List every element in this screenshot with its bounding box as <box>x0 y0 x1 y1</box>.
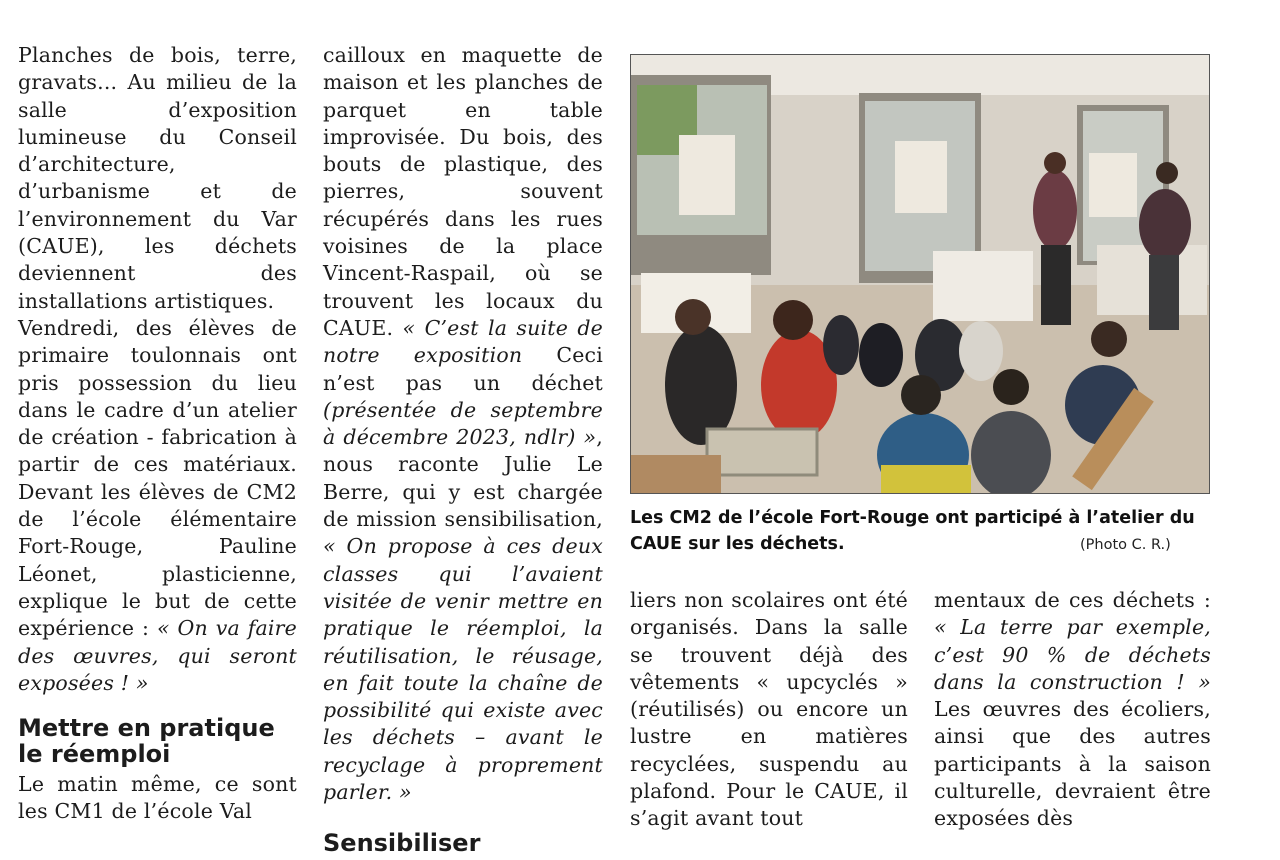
article-column-4 <box>934 587 1211 833</box>
quote-julie: « On propose à ces deux classes qui l’avaient visitée de venir mettre en pratique le réemploi, la réutilisation, le réusage, en fait toute la chaîne de possibilité qui existe avec les déchets – avant le recyclage à proprement parler. » <box>323 534 603 805</box>
article-column-2 <box>323 42 603 860</box>
photo-credit: (Photo C. R.) <box>1080 537 1171 553</box>
article-column-3 <box>630 587 908 833</box>
paragraph-atelier <box>18 315 297 697</box>
note-dates: (présentée de septembre à décembre 2023, ndlr) » <box>323 397 603 450</box>
paragraph-ateliers: liers non scolaires ont été organisés. Dans la salle se trouvent déjà des vêtements « upcyclés » (réutilisés) ou encore un lustre en matières recyclées, suspendu au plafond. Pour le CAUE, il s’agit avant tout <box>630 588 908 831</box>
article-column-1 <box>18 42 297 826</box>
exposition-title: Ceci n’est pas un déchet <box>323 343 603 395</box>
paragraph-exposition <box>323 42 603 806</box>
paragraph-exposition-text: cailloux en maquette de maison et les planches de parquet en table improvisée. Du bois, des bouts de plastique, des pierres, souvent récupérés dans les rues voisines de la place Vincent-Raspail, où se trouvent les locaux du CAUE. <box>323 43 603 340</box>
paragraph-oeuvres: Les œuvres des écoliers, ainsi que des autres participants à la saison culturelle, devraient être exposées dès <box>934 697 1211 831</box>
classroom-photo-illustration <box>631 55 1209 493</box>
article-photo <box>630 54 1210 494</box>
photo-caption: Les CM2 de l’école Fort-Rouge ont participé à l’atelier du CAUE sur les déchets. <box>630 508 1195 554</box>
quote-terre: « La terre par exemple, c’est 90 % de déchets dans la construction ! » <box>934 615 1211 694</box>
subheading-sensibiliser: Sensibiliser <box>323 829 481 858</box>
paragraph-intro: Planches de bois, terre, gravats... Au milieu de la salle d’exposition lumineuse du Conseil d’architecture, d’urbanisme et de l’environnement du Var (CAUE), les déchets deviennent des installations artistiques. <box>18 43 297 313</box>
paragraph-terre-text: mentaux de ces déchets : <box>934 588 1211 612</box>
subheading-reemploi: Mettre en pratique le réemploi <box>18 714 275 769</box>
paragraph-julie: , nous raconte Julie Le Berre, qui y est chargée de mission sensibilisation, <box>323 425 603 532</box>
paragraph-matin: Le matin même, ce sont les CM1 de l’école Val <box>18 772 297 824</box>
paragraph-terre <box>934 587 1211 833</box>
quote-suite: « C’est la suite de notre exposition <box>323 315 604 368</box>
paragraph-atelier-text: Vendredi, des élèves de primaire toulonnais ont pris possession du lieu dans le cadre d’un atelier de création - fabrication à partir de ces matériaux. Devant les élèves de CM2 de l’école élémentaire Fort-Rouge, Pauline Léonet, plasticienne, explique le but de cette expérience : <box>18 315 297 641</box>
quote-pauline: « On va faire des œuvres, qui seront exposées ! » <box>18 616 297 695</box>
